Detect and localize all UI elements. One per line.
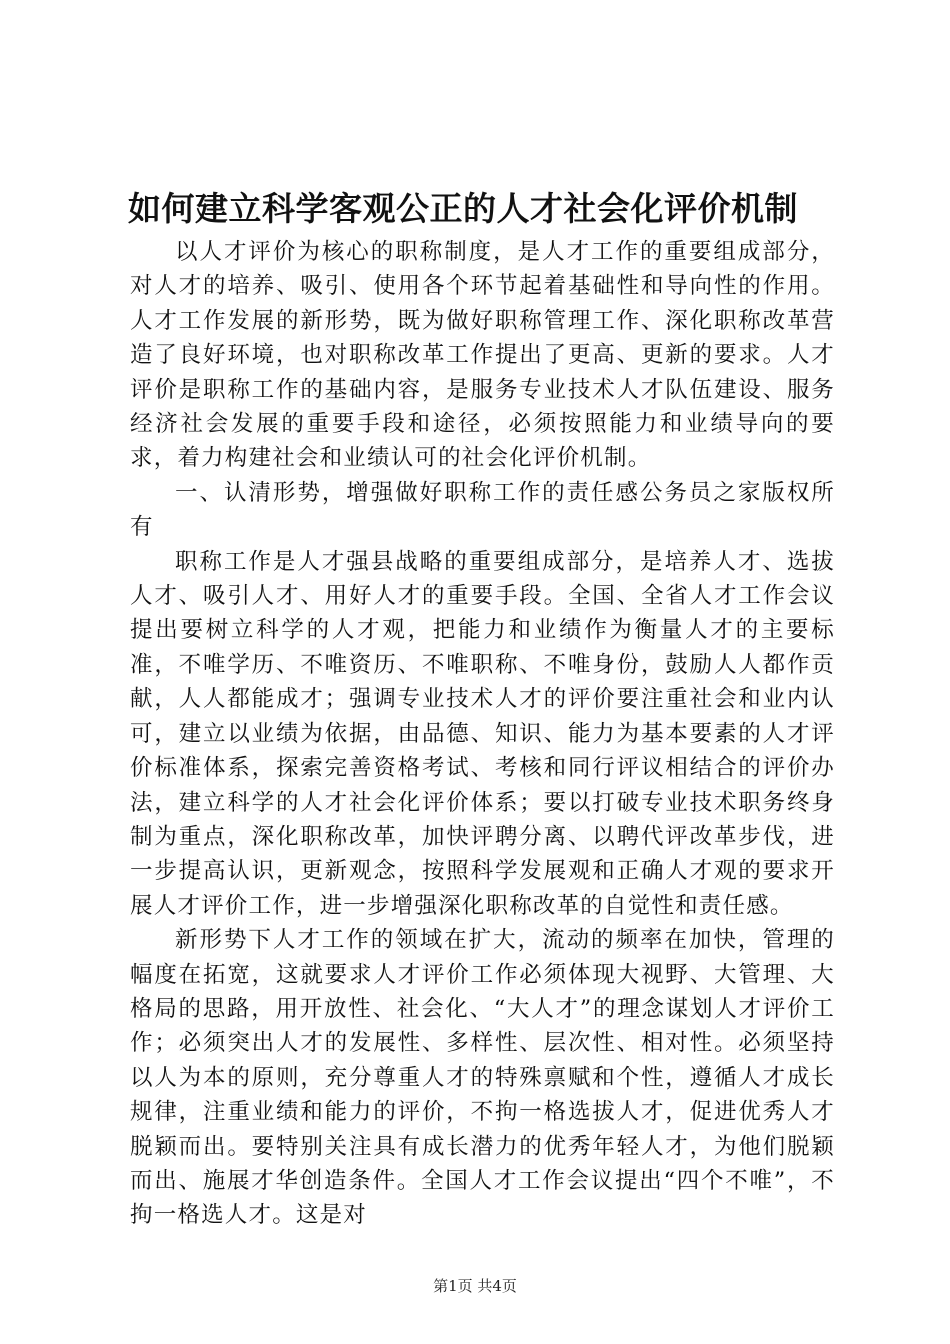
paragraph-body: 新形势下人才工作的领域在扩大，流动的频率在加快，管理的幅度在拓宽，这就要求人才评价工作必须体现大视野、大管理、大格局的思路，用开放性、社会化、“大人才”的理念谋划人才评价工作；必须突出人才的发展性、多样性、层次性、相对性。必须坚持以人为本的原则，充分尊重人才的特殊禀赋和个性，遵循人才成长规律，注重业绩和能力的评价，不拘一格选拔人才，促进优秀人才脱颖而出。要特别关注具有成长潜力的优秀年轻人才，为他们脱颖而出、施展才华创造条件。全国人才工作会议提出“四个不唯”，不拘一格选人才。这是对 [130,927,835,1229]
page-number-footer: 第1页 共4页 [433,1277,517,1295]
paragraph-body: 职称工作是人才强县战略的重要组成部分，是培养人才、选拔人才、吸引人才、用好人才的重要手段。全国、全省人才工作会议提出要树立科学的人才观，把能力和业绩作为衡量人才的主要标准，不唯学历、不唯资历、不唯职称、不唯身份，鼓励人人都作贡献，人人都能成才；强调专业技术人才的评价要注重社会和业内认可，建立以业绩为依据，由品德、知识、能力为基本要素的人才评价标准体系，探索完善资格考试、考核和同行评议相结合的评价办法，建立科学的人才社会化评价体系；要以打破专业技术职务终身制为重点，深化职称改革，加快评聘分离、以聘代评改革步伐，进一步提高认识，更新观念，按照科学发展观和正确人才观的要求开展人才评价工作，进一步增强深化职称改革的自觉性和责任感。 [130,548,835,919]
paragraph-section-heading: 一、认清形势，增强做好职称工作的责任感公务员之家版权所有 [130,479,835,541]
paragraph-intro: 以人才评价为核心的职称制度，是人才工作的重要组成部分，对人才的培养、吸引、使用各个环节起着基础性和导向性的作用。人才工作发展的新形势，既为做好职称管理工作、深化职称改革营造了良好环境，也对职称改革工作提出了更高、更新的要求。人才评价是职称工作的基础内容，是服务专业技术人才队伍建设、服务经济社会发展的重要手段和途径，必须按照能力和业绩导向的要求，着力构建社会和业绩认可的社会化评价机制。 [130,239,835,472]
document-title: 如何建立科学客观公正的人才社会化评价机制 [128,189,798,228]
document-body [130,235,835,1233]
